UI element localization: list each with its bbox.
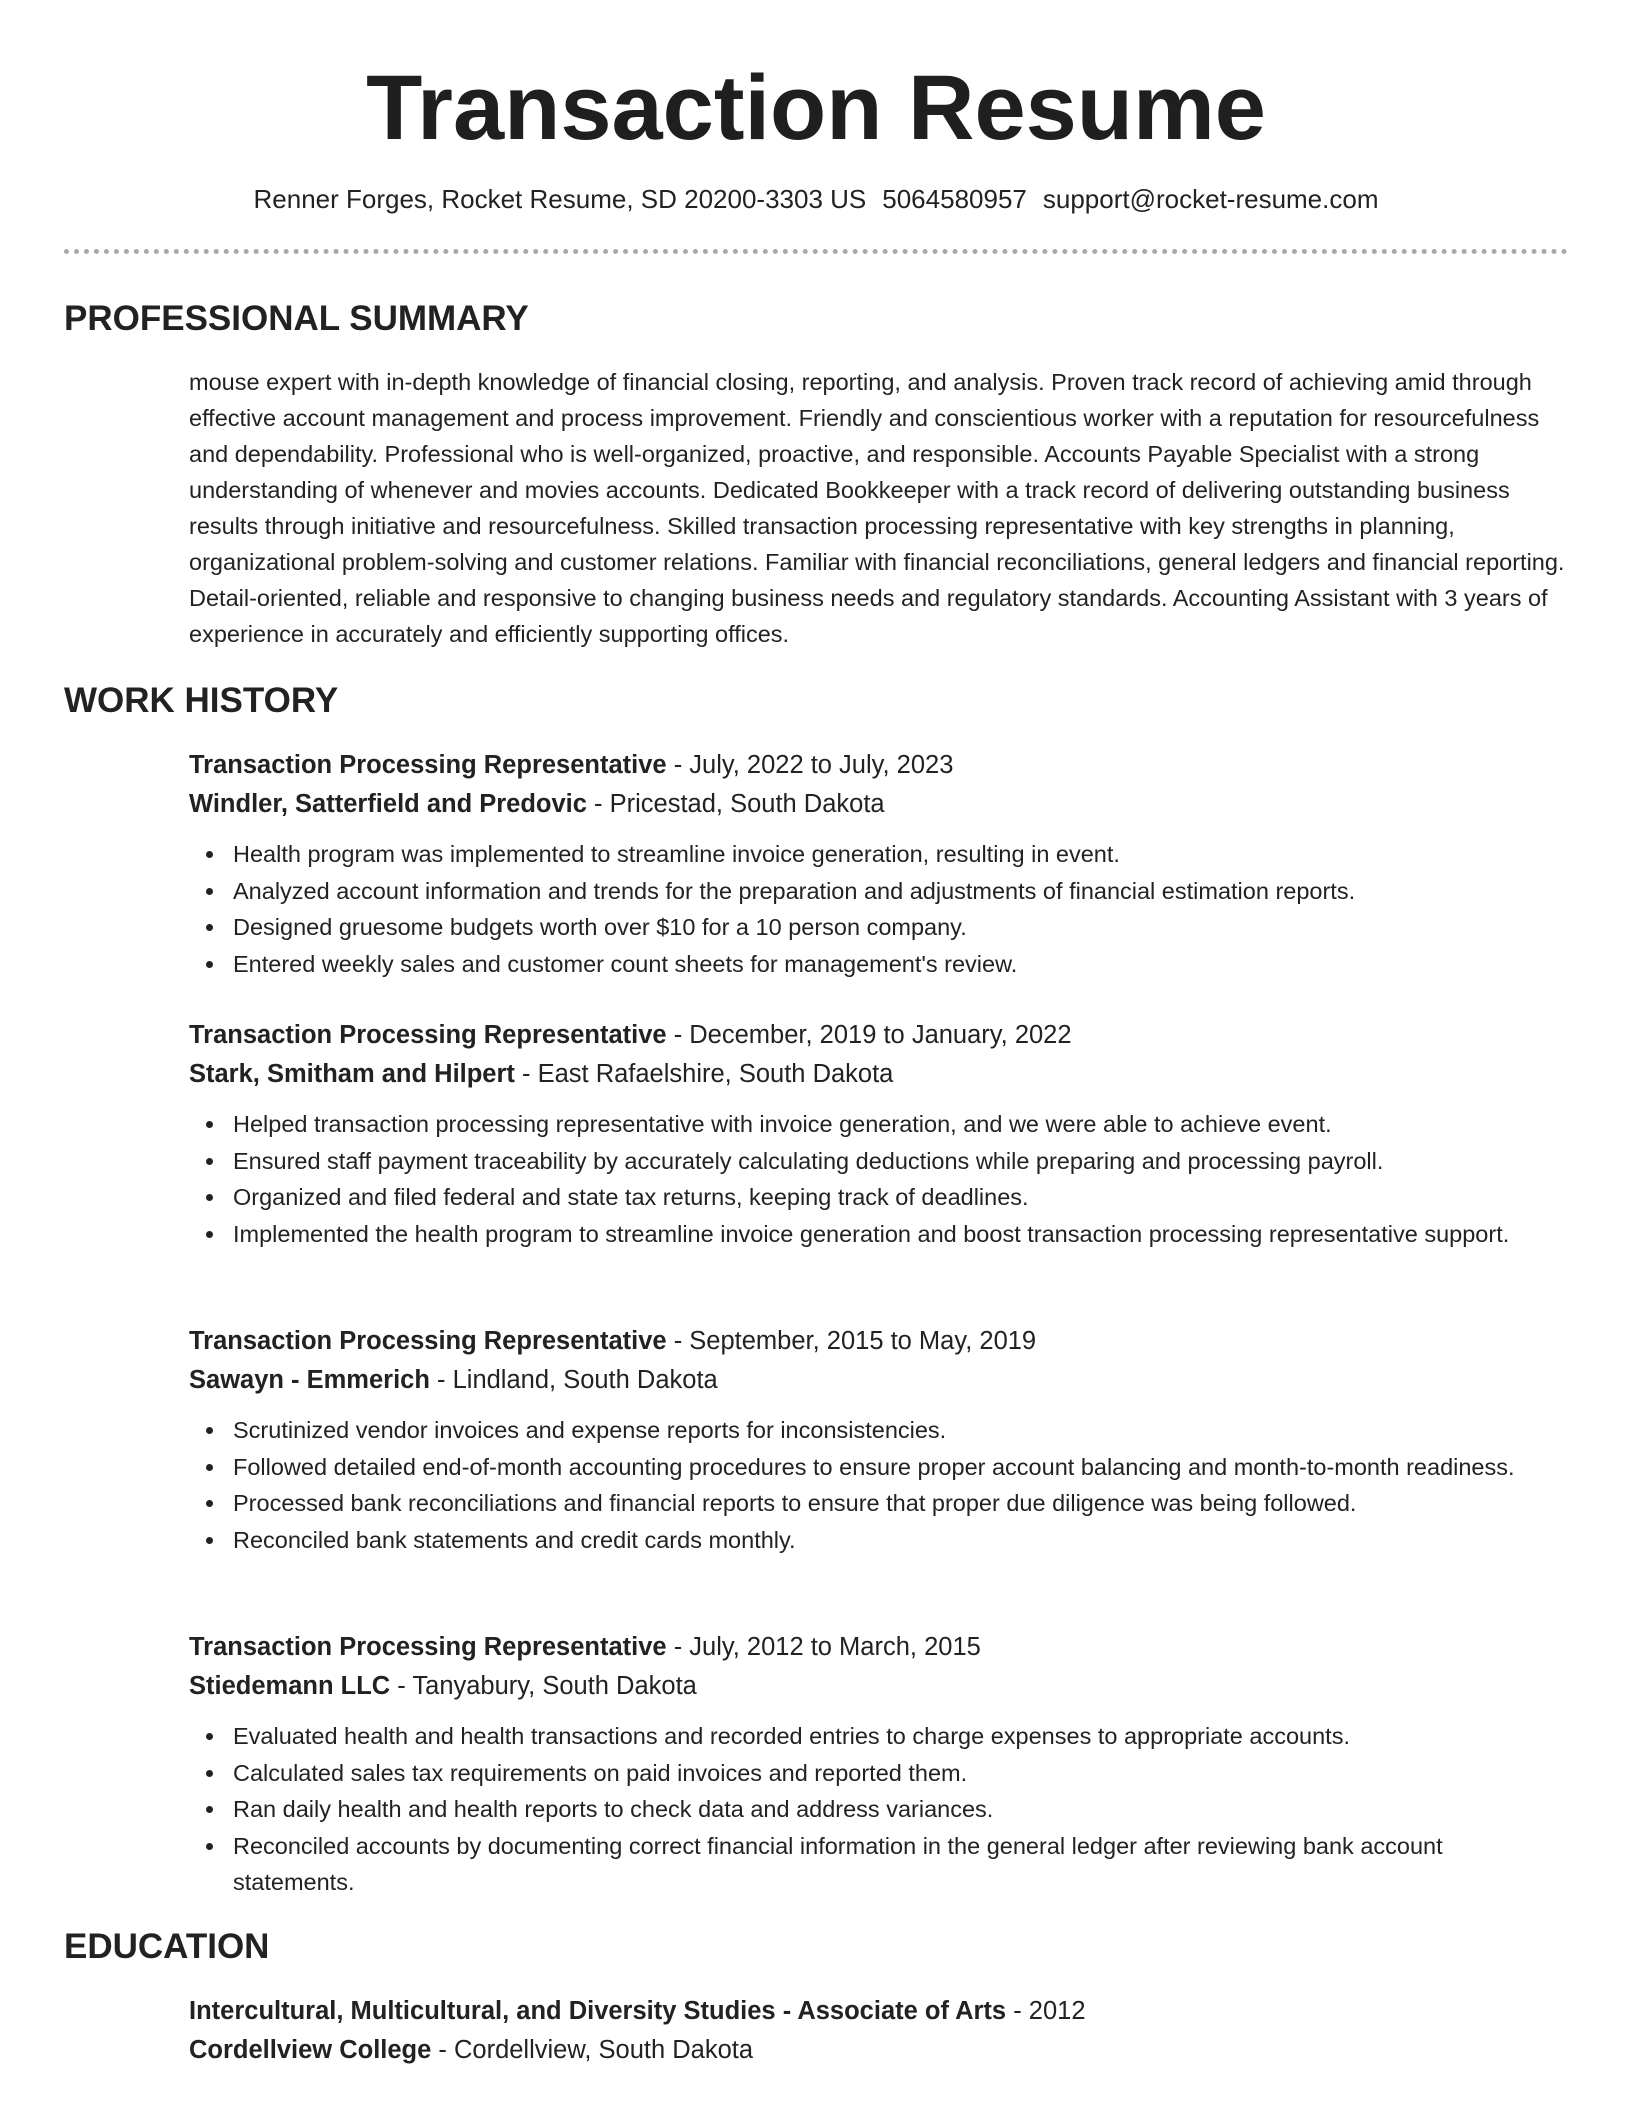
job-bullet: Evaluated health and health transactions and recorded entries to charge expenses to appropriate accounts. bbox=[189, 1718, 1569, 1755]
job-bullets bbox=[189, 1718, 1569, 1901]
job-company-line bbox=[189, 1361, 1569, 1400]
education-year: - 2012 bbox=[1006, 1997, 1086, 2025]
education-heading: EDUCATION bbox=[64, 1927, 270, 1966]
education-entry bbox=[189, 1992, 1569, 2070]
job-bullet: Followed detailed end-of-month accounting procedures to ensure proper account balancing and month-to-month readiness. bbox=[189, 1449, 1569, 1486]
job-company: Stiedemann LLC bbox=[189, 1672, 391, 1700]
job-bullet: Analyzed account information and trends for the preparation and adjustments of financial estimation reports. bbox=[189, 873, 1569, 910]
job-bullet: Entered weekly sales and customer count sheets for management's review. bbox=[189, 946, 1569, 983]
job-title: Transaction Processing Representative bbox=[189, 751, 667, 779]
job-title: Transaction Processing Representative bbox=[189, 1327, 667, 1355]
job-company-line bbox=[189, 785, 1569, 824]
job-bullet: Calculated sales tax requirements on paid invoices and reported them. bbox=[189, 1755, 1569, 1792]
job-bullet: Ran daily health and health reports to check data and address variances. bbox=[189, 1791, 1569, 1828]
job-company-line bbox=[189, 1055, 1569, 1094]
education-school: Cordellview College bbox=[189, 2036, 432, 2064]
job-entry bbox=[189, 1016, 1569, 1252]
job-location: - Pricestad, South Dakota bbox=[586, 790, 885, 818]
header-divider bbox=[64, 249, 1568, 254]
job-company: Stark, Smitham and Hilpert bbox=[189, 1060, 515, 1088]
job-bullet: Implemented the health program to streamline invoice generation and boost transaction processing representative support. bbox=[189, 1216, 1569, 1253]
job-company: Sawayn - Emmerich bbox=[189, 1366, 430, 1394]
contact-email: support@rocket-resume.com bbox=[1042, 184, 1379, 214]
job-dates: - July, 2022 to July, 2023 bbox=[666, 751, 954, 779]
education-location: - Cordellview, South Dakota bbox=[431, 2036, 754, 2064]
job-dates: - December, 2019 to January, 2022 bbox=[666, 1021, 1072, 1049]
education-school-line bbox=[189, 2031, 1569, 2070]
job-bullet: Ensured staff payment traceability by accurately calculating deductions while preparing and processing payroll. bbox=[189, 1143, 1569, 1180]
job-entry bbox=[189, 746, 1569, 982]
job-location: - East Rafaelshire, South Dakota bbox=[514, 1060, 894, 1088]
job-bullet: Reconciled accounts by documenting correct financial information in the general ledger after reviewing bank account statements. bbox=[189, 1828, 1569, 1901]
summary-heading: PROFESSIONAL SUMMARY bbox=[64, 299, 529, 338]
job-location: - Tanyabury, South Dakota bbox=[390, 1672, 697, 1700]
contact-phone: 5064580957 bbox=[882, 184, 1027, 214]
job-bullets bbox=[189, 1106, 1569, 1252]
job-title-line bbox=[189, 746, 1569, 785]
job-bullets bbox=[189, 1412, 1569, 1558]
contact-address: Renner Forges, Rocket Resume, SD 20200-3303 US bbox=[253, 184, 867, 214]
job-title-line bbox=[189, 1322, 1569, 1361]
job-entry bbox=[189, 1628, 1569, 1901]
job-company: Windler, Satterfield and Predovic bbox=[189, 790, 587, 818]
job-bullet: Designed gruesome budgets worth over $10 for a 10 person company. bbox=[189, 909, 1569, 946]
summary-text: mouse expert with in-depth knowledge of financial closing, reporting, and analysis. Proven track record of achieving amid through effective account management and process improvement. Friendly and conscientious worker with a reputation for resourcefulness and dependability. Professional who is well-organized, proactive, and responsible. Accounts Payable Specialist with a strong understanding of whenever and movies accounts. Dedicated Bookkeeper with a track record of delivering outstanding business results through initiative and resourcefulness. Skilled transaction processing representative with key strengths in planning, organizational problem-solving and customer relations. Familiar with financial reconciliations, general ledgers and financial reporting. Detail-oriented, reliable and responsive to changing business needs and regulatory standards. Accounting Assistant with 3 years of experience in accurately and efficiently supporting offices. bbox=[189, 369, 1565, 647]
job-dates: - July, 2012 to March, 2015 bbox=[666, 1633, 981, 1661]
job-bullet: Reconciled bank statements and credit cards monthly. bbox=[189, 1522, 1569, 1559]
job-title: Transaction Processing Representative bbox=[189, 1021, 667, 1049]
job-bullets bbox=[189, 836, 1569, 982]
job-entry bbox=[189, 1322, 1569, 1558]
job-bullet: Scrutinized vendor invoices and expense reports for inconsistencies. bbox=[189, 1412, 1569, 1449]
education-degree-line bbox=[189, 1992, 1569, 2031]
work-history-heading: WORK HISTORY bbox=[64, 681, 339, 720]
job-company-line bbox=[189, 1667, 1569, 1706]
job-bullet: Processed bank reconciliations and financial reports to ensure that proper due diligence was being followed. bbox=[189, 1485, 1569, 1522]
job-bullet: Organized and filed federal and state tax returns, keeping track of deadlines. bbox=[189, 1179, 1569, 1216]
job-title-line bbox=[189, 1016, 1569, 1055]
contact-line bbox=[0, 182, 1632, 216]
education-degree: Intercultural, Multicultural, and Diversity Studies - Associate of Arts bbox=[189, 1997, 1007, 2025]
job-title-line bbox=[189, 1628, 1569, 1667]
job-bullet: Health program was implemented to streamline invoice generation, resulting in event. bbox=[189, 836, 1569, 873]
job-title: Transaction Processing Representative bbox=[189, 1633, 667, 1661]
job-location: - Lindland, South Dakota bbox=[429, 1366, 718, 1394]
job-dates: - September, 2015 to May, 2019 bbox=[666, 1327, 1037, 1355]
job-bullet: Helped transaction processing representative with invoice generation, and we were able to achieve event. bbox=[189, 1106, 1569, 1143]
resume-title: Transaction Resume bbox=[366, 57, 1266, 159]
